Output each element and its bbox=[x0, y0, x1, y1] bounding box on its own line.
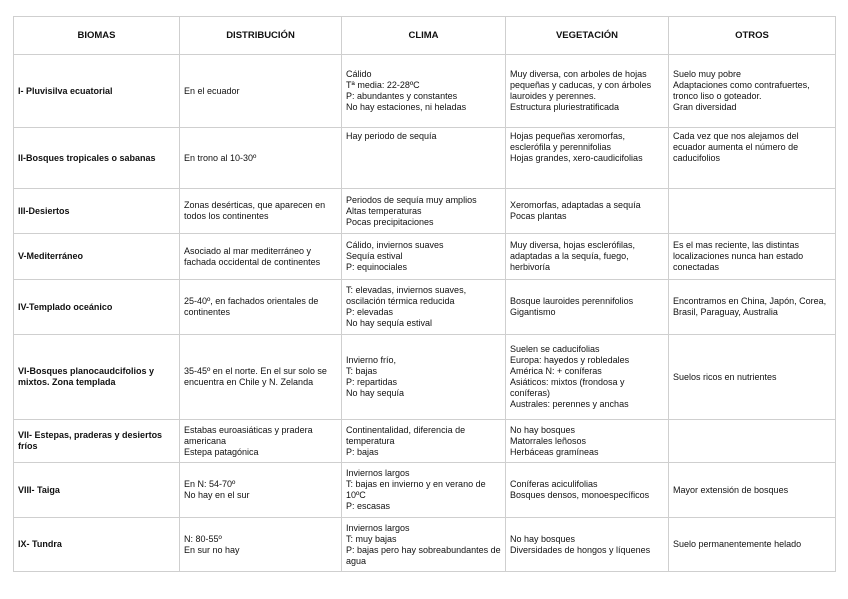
cell-distribucion: Asociado al mar mediterráneo y fachada occidental de continentes bbox=[180, 234, 342, 280]
cell-vegetacion: No hay bosques Diversidades de hongos y líquenes bbox=[506, 518, 669, 572]
table-row bbox=[14, 189, 836, 234]
cell-clima: Invierno frío, T: bajas P: repartidas No hay sequía bbox=[342, 335, 506, 420]
cell-vegetacion: Suelen se caducifolias Europa: hayedos y robledales América N: + coníferas Asiáticos: mixtos (frondosa y coníferas) Australes: perennes y anchas bbox=[506, 335, 669, 420]
table-row bbox=[14, 128, 836, 189]
header-biomas: BIOMAS bbox=[14, 17, 180, 55]
cell-bioma: VI-Bosques planocaudcifolios y mixtos. Zona templada bbox=[14, 335, 180, 420]
cell-clima: T: elevadas, inviernos suaves, oscilación térmica reducida P: elevadas No hay sequía estival bbox=[342, 280, 506, 335]
cell-clima: Hay periodo de sequía bbox=[342, 128, 506, 189]
cell-otros: Cada vez que nos alejamos del ecuador aumenta el número de caducifolios bbox=[669, 128, 836, 189]
table-row bbox=[14, 463, 836, 518]
table-row bbox=[14, 335, 836, 420]
cell-distribucion: En el ecuador bbox=[180, 55, 342, 128]
cell-otros bbox=[669, 189, 836, 234]
header-distribucion: DISTRIBUCIÓN bbox=[180, 17, 342, 55]
cell-vegetacion: Bosque lauroides perennifolios Gigantismo bbox=[506, 280, 669, 335]
header-clima: CLIMA bbox=[342, 17, 506, 55]
cell-bioma: V-Mediterráneo bbox=[14, 234, 180, 280]
cell-distribucion: Zonas desérticas, que aparecen en todos los continentes bbox=[180, 189, 342, 234]
biomes-table bbox=[13, 16, 836, 572]
header-otros: OTROS bbox=[669, 17, 836, 55]
cell-vegetacion: No hay bosques Matorrales leñosos Herbáceas gramíneas bbox=[506, 420, 669, 463]
cell-otros: Suelo permanentemente helado bbox=[669, 518, 836, 572]
cell-vegetacion: Coníferas aciculifolias Bosques densos, monoespecíficos bbox=[506, 463, 669, 518]
cell-distribucion: En N: 54-70º No hay en el sur bbox=[180, 463, 342, 518]
table-row bbox=[14, 420, 836, 463]
cell-otros: Suelo muy pobre Adaptaciones como contrafuertes, tronco liso o goteador. Gran diversidad bbox=[669, 55, 836, 128]
header-vegetacion: VEGETACIÓN bbox=[506, 17, 669, 55]
table-row bbox=[14, 234, 836, 280]
cell-otros: Es el mas reciente, las distintas localizaciones nunca han estado conectadas bbox=[669, 234, 836, 280]
cell-vegetacion: Hojas pequeñas xeromorfas, esclerófila y perennifolias Hojas grandes, xero-caudicifolias bbox=[506, 128, 669, 189]
cell-vegetacion: Muy diversa, hojas esclerófilas, adaptadas a la sequía, fuego, herbivoría bbox=[506, 234, 669, 280]
cell-bioma: IV-Templado oceánico bbox=[14, 280, 180, 335]
table-row bbox=[14, 280, 836, 335]
cell-distribucion: Estabas euroasiáticas y pradera americana Estepa patagónica bbox=[180, 420, 342, 463]
cell-distribucion: En trono al 10-30º bbox=[180, 128, 342, 189]
header-row bbox=[14, 17, 836, 55]
cell-otros: Encontramos en China, Japón, Corea, Brasil, Paraguay, Australia bbox=[669, 280, 836, 335]
cell-vegetacion: Muy diversa, con arboles de hojas pequeñas y caducas, y con árboles lauroides y perennes. Estructura pluriestratificada bbox=[506, 55, 669, 128]
table-row bbox=[14, 518, 836, 572]
cell-otros: Mayor extensión de bosques bbox=[669, 463, 836, 518]
cell-distribucion: 25-40º, en fachados orientales de continentes bbox=[180, 280, 342, 335]
cell-vegetacion: Xeromorfas, adaptadas a sequía Pocas plantas bbox=[506, 189, 669, 234]
cell-clima: Cálido Tª media: 22-28ºC P: abundantes y constantes No hay estaciones, ni heladas bbox=[342, 55, 506, 128]
cell-clima: Cálido, inviernos suaves Sequía estival P: equinociales bbox=[342, 234, 506, 280]
cell-bioma: III-Desiertos bbox=[14, 189, 180, 234]
cell-bioma: II-Bosques tropicales o sabanas bbox=[14, 128, 180, 189]
cell-otros: Suelos ricos en nutrientes bbox=[669, 335, 836, 420]
cell-otros bbox=[669, 420, 836, 463]
cell-distribucion: N: 80-55º En sur no hay bbox=[180, 518, 342, 572]
cell-clima: Periodos de sequía muy amplios Altas temperaturas Pocas precipitaciones bbox=[342, 189, 506, 234]
cell-distribucion: 35-45º en el norte. En el sur solo se encuentra en Chile y N. Zelanda bbox=[180, 335, 342, 420]
cell-clima: Inviernos largos T: muy bajas P: bajas pero hay sobreabundantes de agua bbox=[342, 518, 506, 572]
cell-bioma: I- Pluvisilva ecuatorial bbox=[14, 55, 180, 128]
cell-bioma: IX- Tundra bbox=[14, 518, 180, 572]
cell-clima: Continentalidad, diferencia de temperatura P: bajas bbox=[342, 420, 506, 463]
cell-bioma: VII- Estepas, praderas y desiertos fríos bbox=[14, 420, 180, 463]
cell-clima: Inviernos largos T: bajas en invierno y en verano de 10ºC P: escasas bbox=[342, 463, 506, 518]
cell-bioma: VIII- Taiga bbox=[14, 463, 180, 518]
table-row bbox=[14, 55, 836, 128]
